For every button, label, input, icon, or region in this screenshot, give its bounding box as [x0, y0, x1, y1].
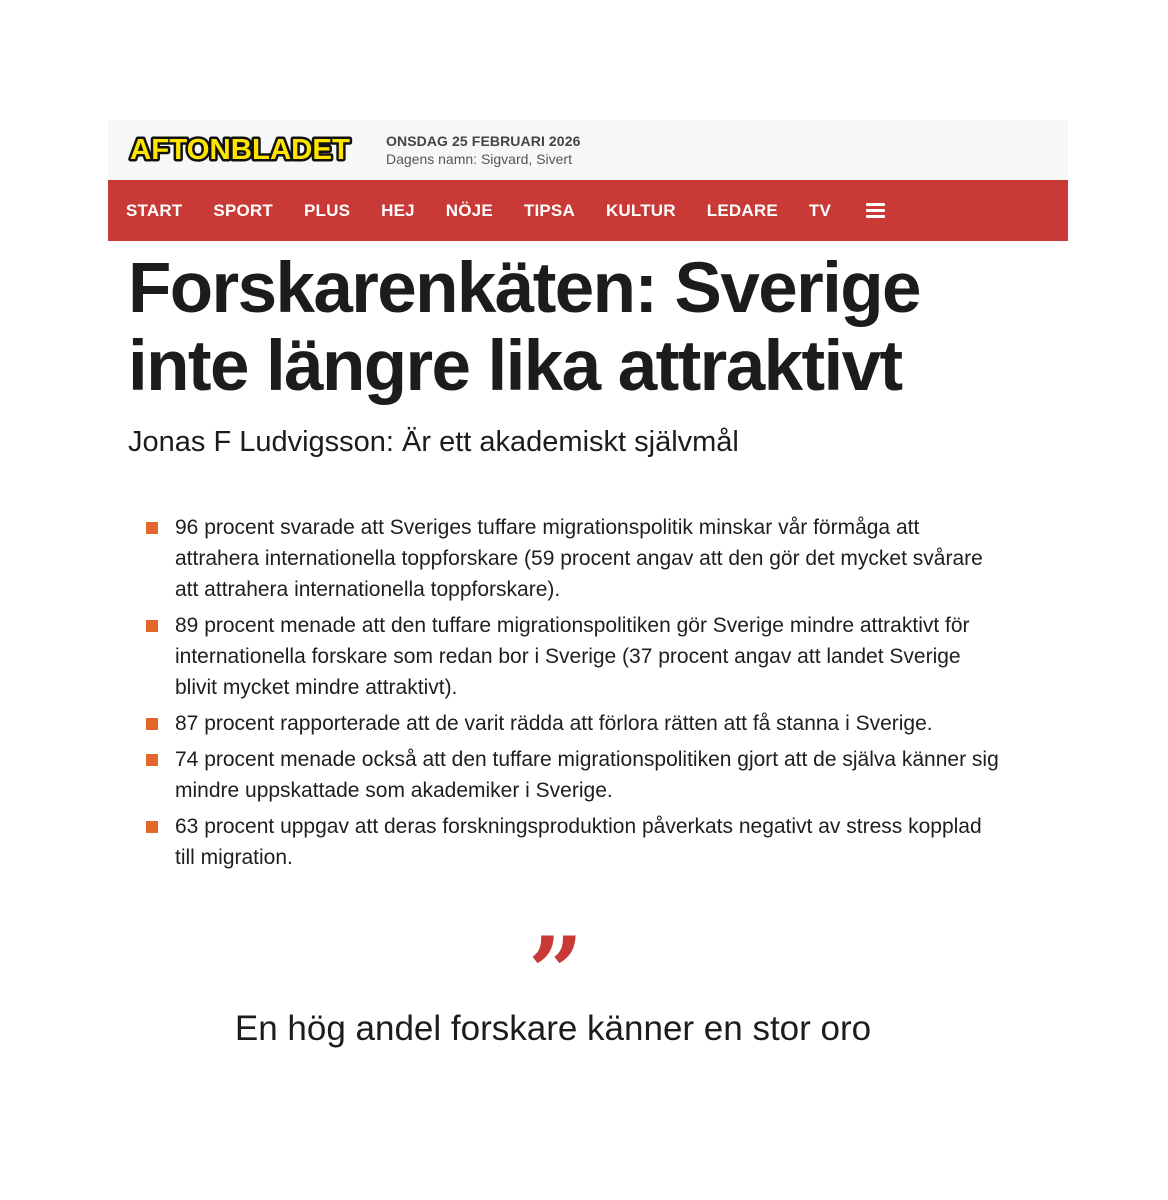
nav-item-plus[interactable]: PLUS — [303, 200, 351, 220]
nav-list — [126, 180, 885, 241]
article-subtitle: Jonas F Ludvigsson: Är ett akademiskt självmål — [128, 426, 739, 458]
nav-item-sport[interactable]: SPORT — [213, 200, 273, 220]
main-navigation — [108, 180, 1068, 241]
date-block — [386, 132, 580, 168]
list-item-text: 63 procent uppgav att deras forskningsproduktion påverkats negativt av stress kopplad till migration. — [175, 815, 982, 869]
svg-text:AFTONBLADET: AFTONBLADET — [130, 134, 351, 166]
site-header — [108, 120, 1068, 180]
logo-wordmark — [126, 129, 354, 167]
square-bullet-icon — [146, 718, 158, 730]
nav-item-tv[interactable]: TV — [808, 200, 831, 220]
square-bullet-icon — [146, 522, 158, 534]
list-item-text: 74 procent menade också att den tuffare migrationspolitiken gjort att de själva känner sig mindre uppskattade som akademiker i Sverige. — [175, 748, 999, 802]
square-bullet-icon — [146, 821, 158, 833]
article-headline: Forskarenkäten: Sverige inte längre lika attraktivt — [128, 249, 920, 406]
nav-item-hej[interactable]: HEJ — [381, 200, 415, 220]
pull-quote: En hög andel forskare känner en stor oro — [234, 1009, 872, 1048]
list-item — [146, 512, 1006, 605]
nav-item-noje[interactable]: NÖJE — [445, 200, 493, 220]
current-date: ONSDAG 25 FEBRUARI 2026 — [386, 133, 581, 149]
list-item — [146, 610, 1006, 703]
square-bullet-icon — [146, 754, 158, 766]
square-bullet-icon — [146, 620, 158, 632]
nav-item-tipsa[interactable]: TIPSA — [523, 200, 575, 220]
aftonbladet-logo[interactable] — [126, 129, 354, 167]
list-item — [146, 811, 1006, 873]
nav-item-ledare[interactable]: LEDARE — [706, 200, 778, 220]
hamburger-menu-icon[interactable] — [866, 203, 885, 218]
list-item-text: 96 procent svarade att Sveriges tuffare migrationspolitik minskar vår förmåga att attrahera internationella toppforskare (59 procent angav att den gör det mycket svårare att attrahera internationella toppforskare). — [175, 516, 983, 601]
names-of-day: Dagens namn: Sigvard, Sivert — [386, 151, 572, 167]
nav-item-kultur[interactable]: KULTUR — [605, 200, 676, 220]
list-item-text: 89 procent menade att den tuffare migrationspolitiken gör Sverige mindre attraktivt för internationella forskare som redan bor i Sverige (37 procent angav att landet Sverige blivit mycket mindre attraktivt). — [175, 614, 970, 699]
list-item-text: 87 procent rapporterade att de varit rädda att förlora rätten att få stanna i Sverige. — [175, 712, 933, 735]
list-item — [146, 708, 1006, 739]
nav-item-start[interactable]: START — [126, 200, 183, 220]
survey-results-list — [146, 512, 1006, 878]
quotation-mark-icon: ” — [528, 916, 584, 1029]
list-item — [146, 744, 1006, 806]
